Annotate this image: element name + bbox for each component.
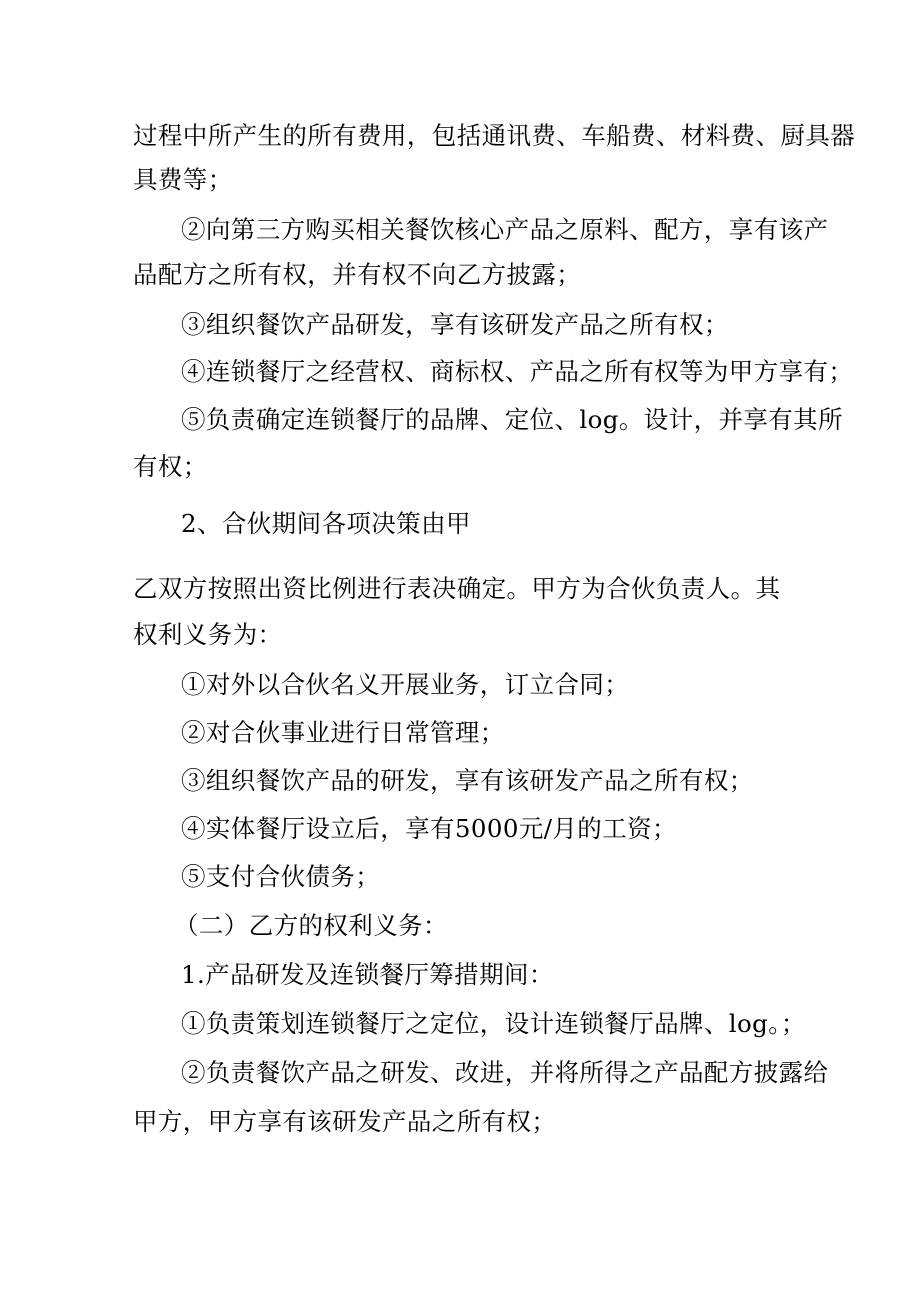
text-line: ③组织餐饮产品的研发，享有该研发产品之所有权； <box>181 766 754 795</box>
text-line: 过程中所产生的所有费用，包括通讯费、车船费、材料费、厨具器 <box>133 121 856 150</box>
text-line: 权利义务为： <box>133 620 283 649</box>
text-line: ①负责策划连锁餐厅之定位，设计连锁餐厅品牌、log。； <box>181 1009 806 1038</box>
text-line: ②对合伙事业进行日常管理； <box>181 718 505 747</box>
section-heading: 1.产品研发及连锁餐厅筹措期间： <box>181 960 554 989</box>
section-heading: 2、合伙期间各项决策由甲 <box>181 509 471 538</box>
text-line: ⑤支付合伙债务； <box>181 862 381 891</box>
text-line: 乙双方按照出资比例进行表决确定。甲方为合伙负责人。其 <box>133 574 781 603</box>
text-line: ②向第三方购买相关餐饮核心产品之原料、配方，享有该产 <box>181 215 829 244</box>
text-line: ①对外以合伙名义开展业务，订立合同； <box>181 670 630 699</box>
text-line: 甲方，甲方享有该研发产品之所有权； <box>133 1107 557 1136</box>
text-line: ③组织餐饮产品研发，享有该研发产品之所有权； <box>181 310 729 339</box>
section-heading: （二）乙方的权利义务： <box>174 911 448 940</box>
text-line: 有权； <box>133 452 208 481</box>
text-line: ④实体餐厅设立后，享有5000元/月的工资； <box>181 814 677 843</box>
text-line: 品配方之所有权，并有权不向乙方披露； <box>133 260 582 289</box>
text-line: ⑤负责确定连锁餐厅的品牌、定位、log。设计，并享有其所 <box>181 405 843 434</box>
text-line: ②负责餐饮产品之研发、改进，并将所得之产品配方披露给 <box>181 1058 829 1087</box>
text-line: ④连锁餐厅之经营权、商标权、产品之所有权等为甲方享有； <box>181 357 854 386</box>
text-line: 具费等； <box>133 165 233 194</box>
